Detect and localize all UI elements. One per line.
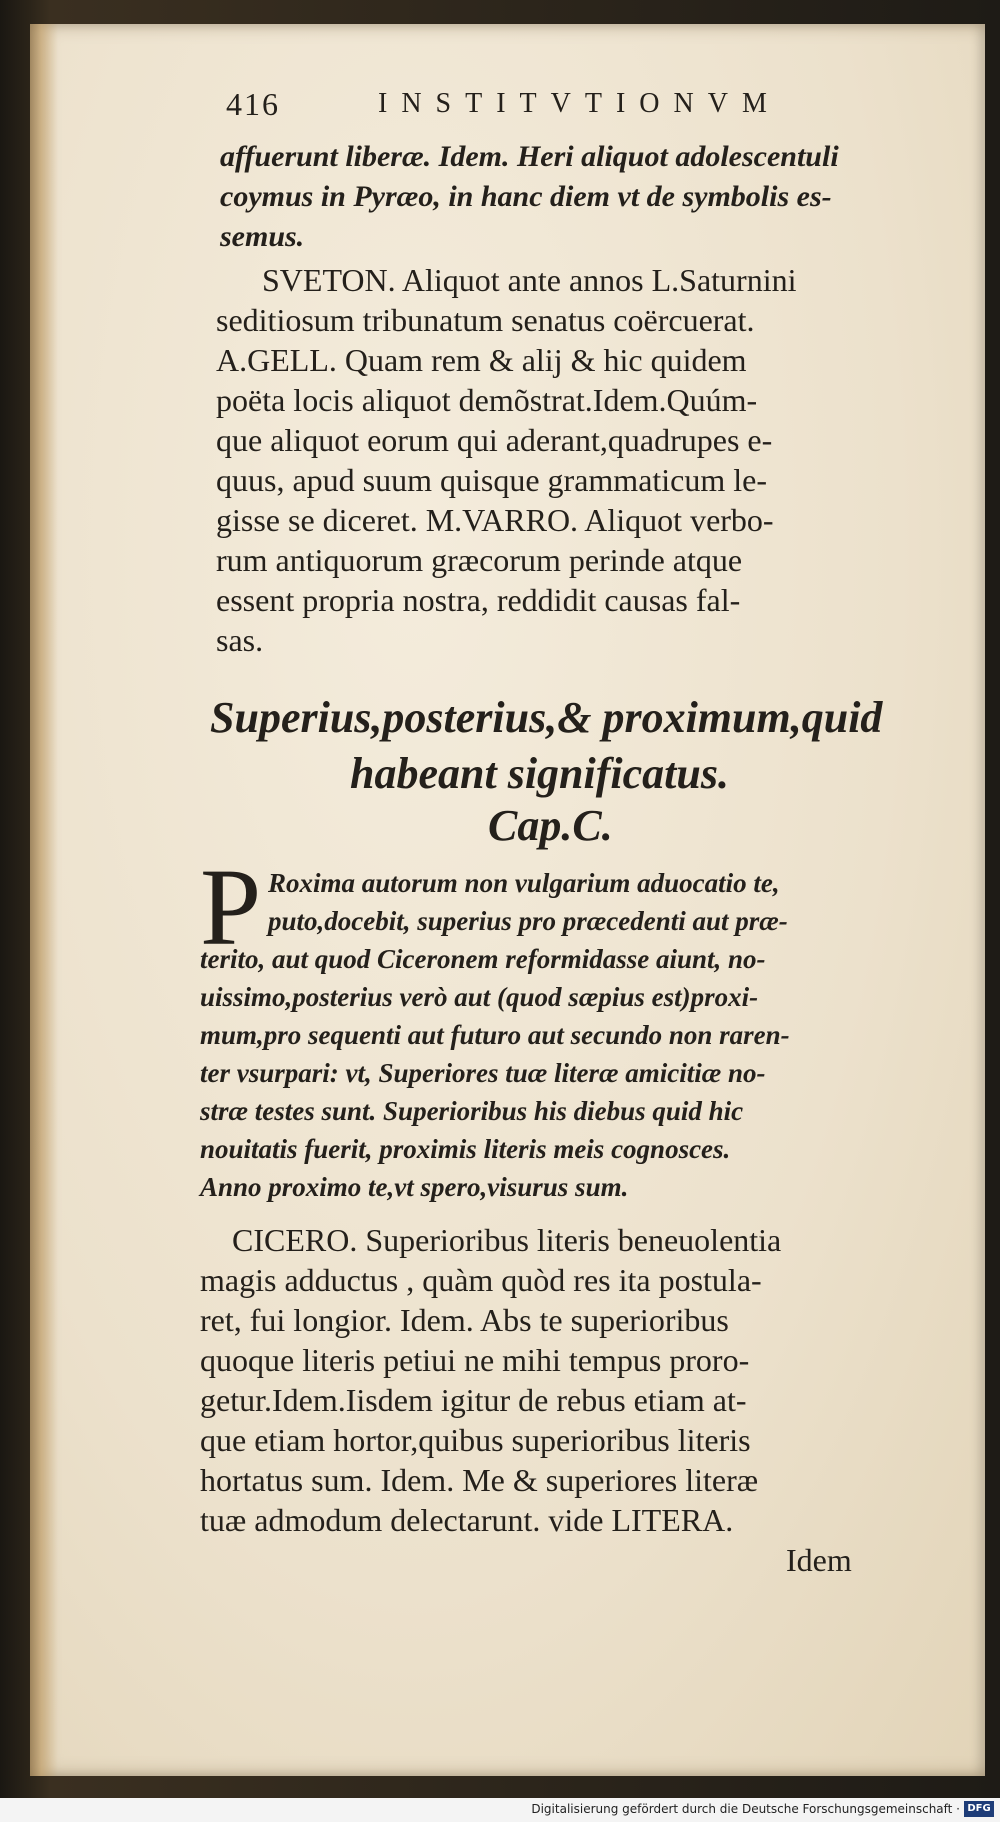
- bottom-line-4: quoque literis petiui ne mihi tempus proro-: [200, 1342, 750, 1378]
- main-line-6: quus, apud suum quisque grammaticum le-: [216, 462, 768, 498]
- dfg-logo: DFG: [964, 1801, 994, 1817]
- main-line-1: SVETON. Aliquot ante annos L.Saturnini: [262, 262, 797, 298]
- main-line-8: rum antiquorum græcorum perinde atque: [216, 542, 743, 578]
- italic-line-6: ter vsurpari: vt, Superiores tuæ literæ amicitiæ no-: [200, 1058, 766, 1088]
- bottom-line-1: CICERO. Superioribus literis beneuolentia: [232, 1222, 782, 1258]
- bottom-line-6: que etiam hortor,quibus superioribus literis: [200, 1422, 751, 1458]
- page-number: 416: [226, 86, 280, 122]
- main-line-4: poëta locis aliquot demõstrat.Idem.Quúm-: [216, 382, 758, 418]
- italic-line-3: terito, aut quod Ciceronem reformidasse aiunt, no-: [200, 944, 766, 974]
- bottom-line-2: magis adductus , quàm quòd res ita postula-: [200, 1262, 762, 1298]
- bottom-line-8: tuæ admodum delectarunt. vide LITERA.: [200, 1502, 734, 1538]
- main-line-3: A.GELL. Quam rem & alij & hic quidem: [216, 342, 747, 378]
- footer-credit: Digitalisierung gefördert durch die Deutsche Forschungsgemeinschaft ·: [531, 1802, 960, 1816]
- italic-line-5: mum,pro sequenti aut futuro aut secundo non raren-: [200, 1020, 790, 1050]
- chapter-heading-line-2: habeant significatus.: [350, 749, 729, 798]
- italic-line-9: Anno proximo te,vt spero,visurus sum.: [200, 1172, 629, 1202]
- top-line-2: coymus in Pyræo, in hanc diem vt de symbolis es-: [220, 180, 832, 213]
- bottom-line-5: getur.Idem.Iisdem igitur de rebus etiam at-: [200, 1382, 747, 1418]
- main-line-9: essent propria nostra, reddidit causas fal-: [216, 582, 741, 618]
- italic-line-8: nouitatis fuerit, proximis literis meis cognosces.: [200, 1134, 731, 1164]
- running-title: INSTITVTIONVM: [378, 88, 781, 119]
- page-spine-shadow: [30, 24, 58, 1776]
- main-line-10: sas.: [216, 622, 264, 658]
- bottom-line-7: hortatus sum. Idem. Me & superiores literæ: [200, 1462, 759, 1498]
- catchword: Idem: [786, 1542, 852, 1578]
- chapter-heading-line-3: Cap.C.: [488, 801, 613, 850]
- main-line-7: gisse se diceret. M.VARRO. Aliquot verbo-: [216, 502, 774, 538]
- italic-line-4: uissimo,posterius verò aut (quod sæpius est)proxi-: [200, 982, 759, 1012]
- main-line-5: que aliquot eorum qui aderant,quadrupes e-: [216, 422, 773, 458]
- chapter-heading-line-1: Superius,posterius,& proximum,quid: [210, 693, 883, 742]
- italic-line-7: stræ testes sunt. Superioribus his diebus quid hic: [200, 1096, 744, 1126]
- main-line-2: seditiosum tribunatum senatus coërcuerat.: [216, 302, 755, 338]
- top-line-3: semus.: [220, 220, 305, 253]
- top-line-1: affuerunt liberæ. Idem. Heri aliquot adolescentuli: [220, 140, 839, 173]
- bottom-line-3: ret, fui longior. Idem. Abs te superioribus: [200, 1302, 729, 1338]
- italic-line-1: Roxima autorum non vulgarium aduocatio te,: [268, 868, 780, 898]
- drop-cap: P: [200, 846, 262, 968]
- italic-line-2: puto,docebit, superius pro præcedenti aut præ-: [268, 906, 788, 936]
